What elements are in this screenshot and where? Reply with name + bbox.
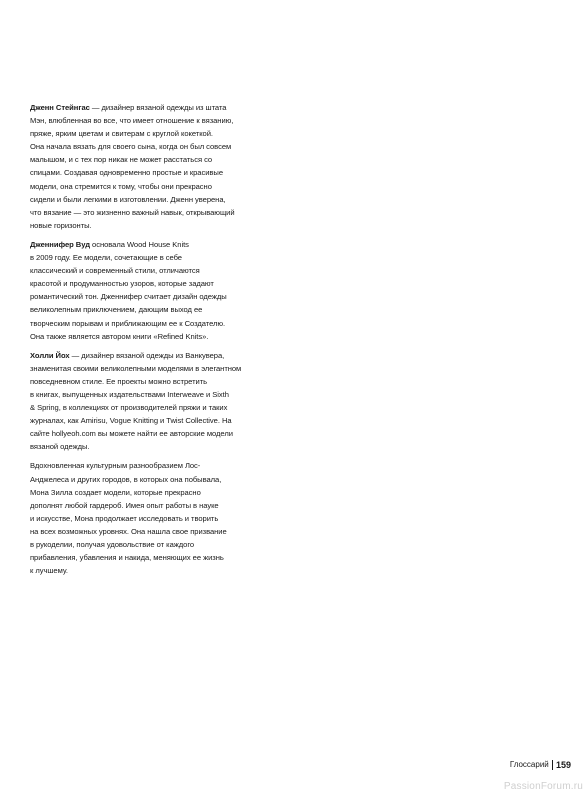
paragraph-line: & Spring, в коллекциях от производителей пряжи и таких	[30, 403, 228, 413]
paragraph-line: в рукоделии, получая удовольствие от каждого	[30, 540, 195, 549]
paragraph-line	[30, 349, 280, 362]
author-bio-paragraph	[30, 238, 280, 343]
author-name: Дженнифер Вуд	[30, 239, 90, 249]
author-bio-paragraph	[30, 101, 280, 232]
paragraph-line: сайте hollyeoh.com вы можете найти ее авторские модели	[30, 429, 233, 439]
paragraph-line: что вязание — это жизненно важный навык, открывающий	[30, 207, 235, 217]
paragraph-line: к лучшему.	[30, 566, 68, 576]
author-bio-paragraph	[30, 459, 280, 577]
line-text: основала Wood House Knits	[89, 239, 189, 249]
line-text: — дизайнер вязаной одежды из Ванкувера,	[69, 350, 225, 360]
paragraph-line: знаменитая своими великолепными моделями в элегантном	[30, 363, 242, 373]
paragraph-line: в 2009 году. Ее модели, сочетающие в себе	[30, 253, 182, 263]
paragraph-line: прибавления, убавления и накида, меняющих ее жизнь	[30, 553, 224, 563]
footer-divider	[552, 760, 553, 770]
line-text: — дизайнер вязаной одежды из штата	[89, 103, 227, 112]
paragraph-line: пряже, ярким цветам и свитерам с круглой кокеткой.	[30, 129, 213, 139]
paragraph-line: великолепным приключением, дающим выход ее	[30, 305, 203, 315]
author-name: Дженн Стейнгас	[30, 103, 90, 112]
author-name: Холли Йох	[30, 350, 70, 360]
paragraph-line: новые горизонты.	[30, 220, 92, 230]
paragraph-line: Она начала вязать для своего сына, когда он был совсем	[30, 142, 232, 152]
page-footer	[510, 760, 571, 770]
paragraph-line: Вдохновленная культурным разнообразием Лос-	[30, 461, 201, 471]
paragraph-line: творческим порывам и приближающим ее к Создателю.	[30, 318, 226, 328]
paragraph-line: вязаной одежды.	[30, 442, 90, 452]
paragraph-line: романтический тон. Дженнифер считает дизайн одежды	[30, 292, 227, 302]
author-bio-paragraph	[30, 349, 280, 454]
paragraph-line: журналах, как Amirisu, Vogue Knitting и Twist Collective. На	[30, 416, 232, 426]
paragraph-line: классический и современный стили, отличаются	[30, 266, 200, 276]
paragraph-line: Она также является автором книги «Refined Knits».	[30, 331, 209, 341]
footer-section-title: Глоссарий	[509, 760, 549, 769]
page-number: 159	[555, 760, 571, 770]
watermark: PassionForum.ru	[503, 781, 583, 792]
paragraph-line: Мона Зилла создает модели, которые прекрасно	[30, 487, 201, 497]
article-body	[30, 101, 280, 583]
paragraph-line: сидели и были легкими в изготовлении. Дженн уверена,	[30, 194, 226, 204]
paragraph-line: Мэн, влюбленная во все, что имеет отношение к вязанию,	[30, 116, 234, 126]
paragraph-line: повседневном стиле. Ее проекты можно встретить	[30, 376, 208, 386]
paragraph-line: на всех возможных уровнях. Она нашла свое призвание	[30, 526, 227, 536]
paragraph-line: Анджелеса и других городов, в которых она побывала,	[30, 474, 222, 484]
paragraph-line: спицами. Создавая одновременно простые и красивые	[30, 168, 223, 178]
paragraph-line: модели, она стремится к тому, чтобы они прекрасно	[30, 181, 212, 191]
paragraph-line: красотой и продуманностью узоров, которые задают	[30, 279, 214, 289]
paragraph-line: в книгах, выпущенных издательствами Interweave и Sixth	[30, 389, 229, 399]
paragraph-line	[30, 101, 280, 114]
paragraph-line	[30, 238, 280, 251]
paragraph-line: малышом, и с тех пор никак не может расстаться со	[30, 155, 213, 165]
paragraph-line: дополнят любой гардероб. Имея опыт работы в науке	[30, 500, 219, 510]
paragraph-line: и искусстве, Мона продолжает исследовать и творить	[30, 513, 219, 523]
